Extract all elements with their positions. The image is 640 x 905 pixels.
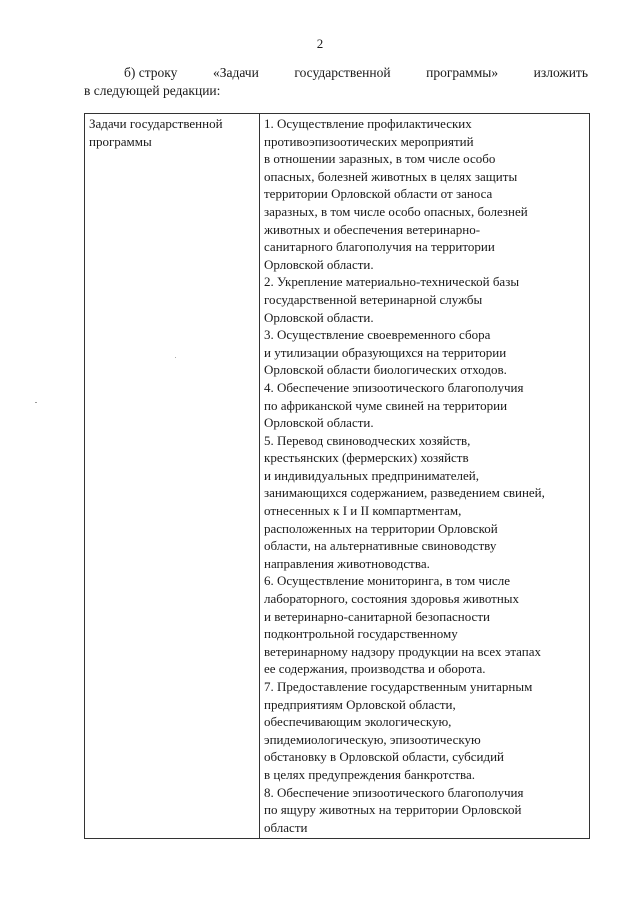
scan-speck: [35, 402, 37, 403]
scan-speck: [175, 357, 176, 358]
task-line: направления животноводства.: [264, 555, 430, 571]
task-line: и утилизации образующихся на территории: [264, 344, 507, 360]
task-item: [264, 678, 585, 784]
task-line: области: [264, 819, 308, 835]
task-line: лабораторного, состояния здоровья животных: [264, 591, 520, 607]
task-line: 5. Перевод свиноводческих хозяйств,: [264, 432, 471, 448]
task-line: подконтрольной государственному: [264, 626, 458, 642]
task-line: заразных, в том числе особо опасных, болезней: [264, 203, 528, 219]
task-line: противоэпизоотических мероприятий: [264, 133, 474, 149]
task-line: обстановку в Орловской области, субсидий: [264, 749, 505, 765]
task-line: крестьянских (фермерских) хозяйств: [264, 450, 469, 466]
task-line: Орловской области биологических отходов.: [264, 362, 507, 378]
table-row: [85, 114, 590, 839]
intro-word: государственной: [294, 65, 391, 80]
program-tasks-table: [84, 113, 590, 839]
task-item: [264, 572, 585, 678]
task-line: 4. Обеспечение эпизоотического благополучия: [264, 379, 524, 395]
task-line: в отношении заразных, в том числе особо: [264, 151, 496, 167]
task-line: Орловской области.: [264, 256, 374, 272]
task-line: государственной ветеринарной службы: [264, 291, 483, 307]
task-line: в целях предупреждения банкротства.: [264, 766, 476, 782]
task-line: 6. Осуществление мониторинга, в том числе: [264, 573, 511, 589]
task-line: 8. Обеспечение эпизоотического благополучия: [264, 784, 524, 800]
task-line: Орловской области.: [264, 415, 374, 431]
task-line: 2. Укрепление материально-технической базы: [264, 274, 520, 290]
intro-paragraph: [84, 64, 588, 100]
task-line: 1. Осуществление профилактических: [264, 116, 472, 131]
row-label-cell: Задачи государственной программы: [85, 114, 260, 839]
intro-word: изложить: [533, 65, 588, 80]
task-item: [264, 326, 585, 379]
task-line: опасных, болезней животных в целях защиты: [264, 168, 518, 184]
task-line: отнесенных к I и II компартментам,: [264, 503, 462, 519]
task-line: расположенных на территории Орловской: [264, 520, 498, 536]
task-line: по африканской чуме свиней на территории: [264, 397, 508, 413]
task-item: [264, 379, 585, 432]
tasks-content-cell: [260, 114, 590, 839]
intro-line-2: в следующей редакции:: [84, 83, 221, 98]
task-line: области, на альтернативные свиноводству: [264, 538, 497, 554]
task-line: ветеринарному надзору продукции на всех этапах: [264, 643, 541, 659]
task-line: обеспечивающим экологическую,: [264, 714, 452, 730]
task-line: санитарного благополучия на территории: [264, 239, 495, 255]
task-line: эпидемиологическую, эпизоотическую: [264, 731, 481, 747]
page-number: 2: [316, 36, 324, 51]
task-line: территории Орловской области от заноса: [264, 186, 493, 202]
intro-line-1: [84, 64, 588, 82]
intro-word: б) строку: [124, 65, 178, 80]
intro-word: программы»: [426, 65, 499, 80]
intro-word: «Задачи: [212, 65, 259, 80]
task-item: [264, 784, 585, 837]
task-line: и индивидуальных предпринимателей,: [264, 467, 479, 483]
task-line: по ящуру животных на территории Орловской: [264, 802, 522, 818]
task-line: животных и обеспечения ветеринарно-: [264, 221, 481, 237]
task-item: [264, 273, 585, 326]
task-line: занимающихся содержанием, разведением свиней,: [264, 485, 545, 501]
task-line: 7. Предоставление государственным унитарным: [264, 679, 533, 694]
task-line: предприятиям Орловской области,: [264, 696, 456, 712]
task-item: [264, 115, 585, 273]
task-line: и ветеринарно-санитарной безопасности: [264, 608, 490, 624]
task-item: [264, 432, 585, 573]
task-line: 3. Осуществление своевременного сбора: [264, 327, 491, 343]
task-line: ее содержания, производства и оборота.: [264, 661, 486, 677]
task-list: [264, 115, 585, 836]
task-line: Орловской области.: [264, 309, 374, 325]
